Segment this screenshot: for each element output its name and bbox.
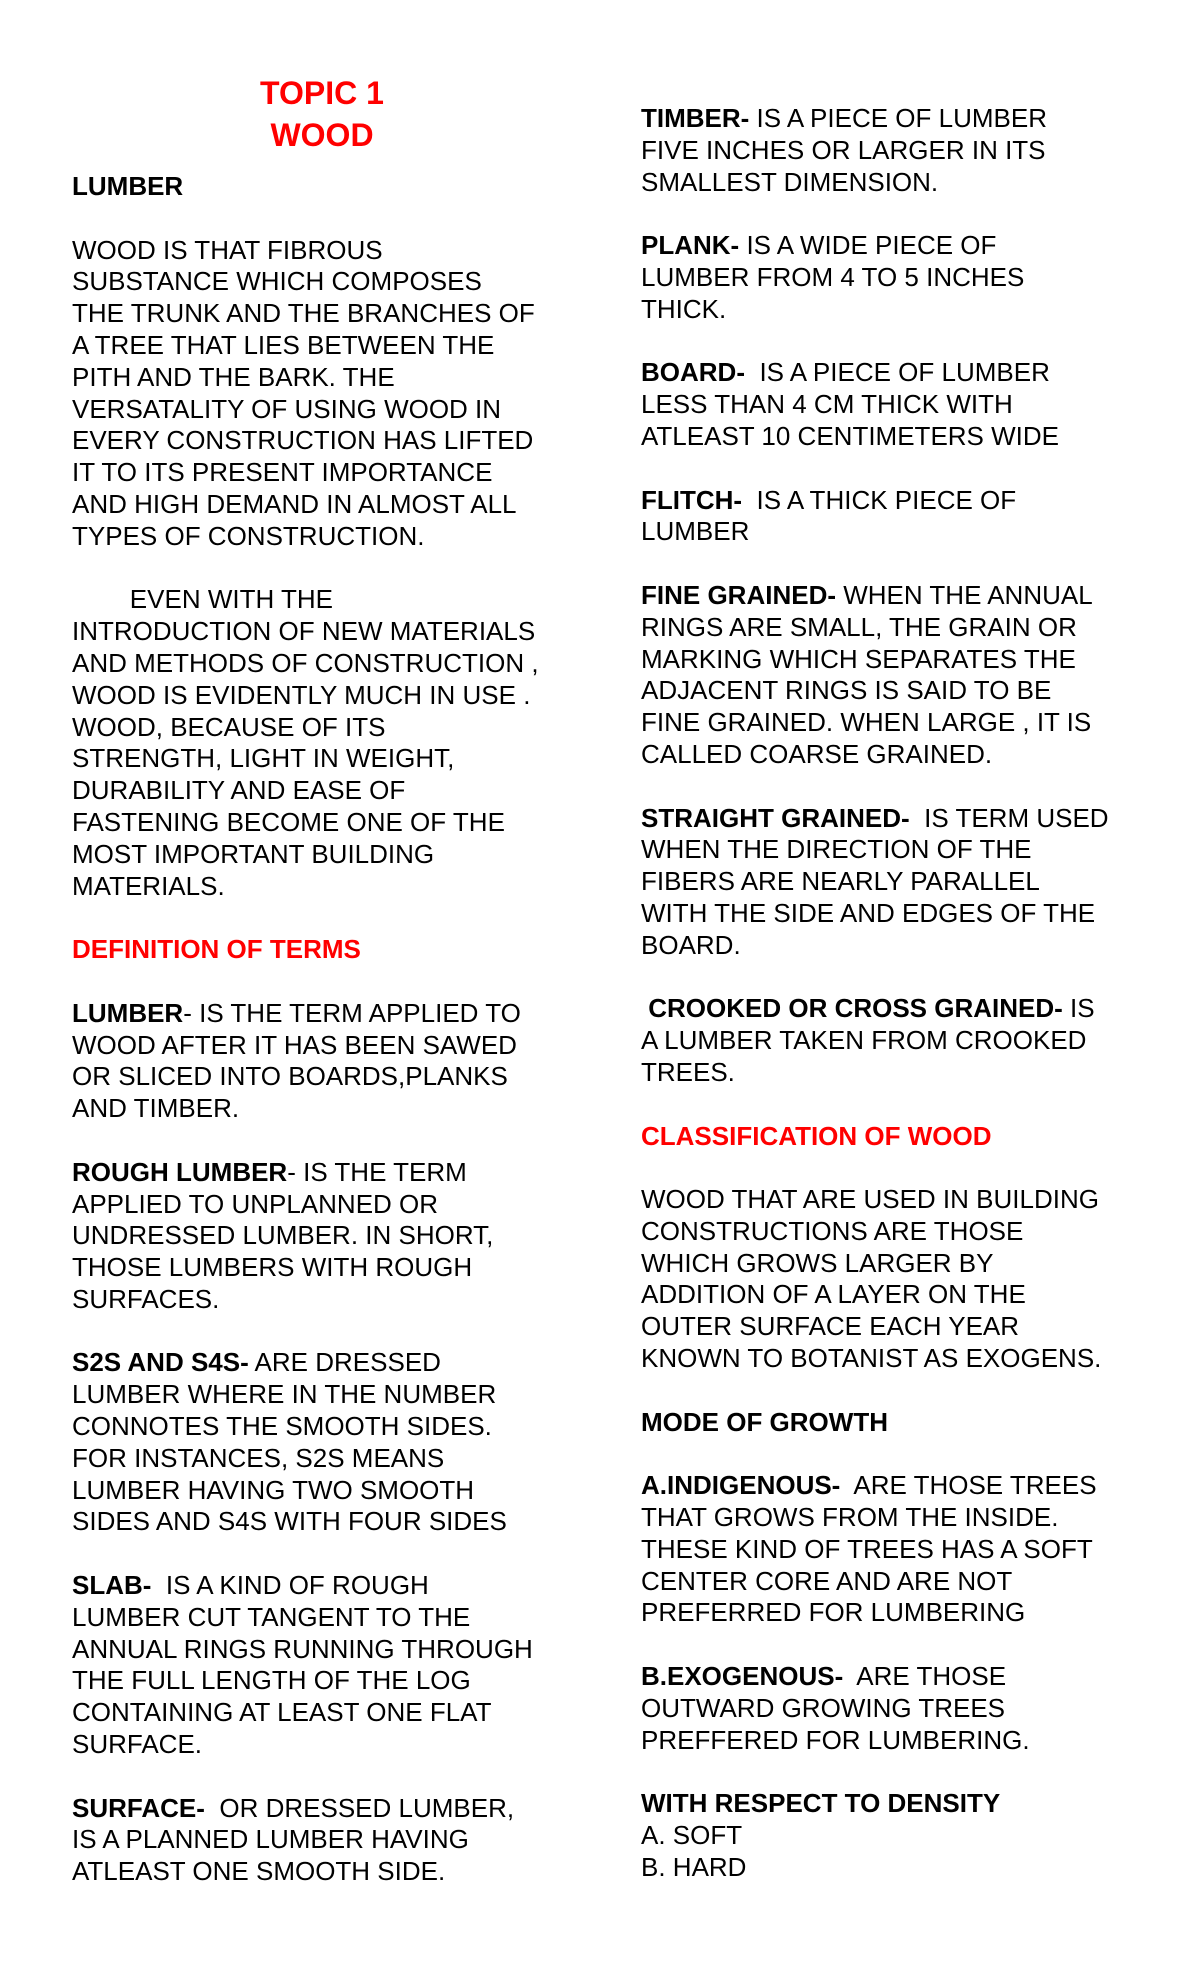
term-definition: IS A KIND OF ROUGH — [151, 1570, 429, 1601]
text-line: TYPES OF CONSTRUCTION. — [72, 520, 425, 551]
text-line: CONNOTES THE SMOOTH SIDES. — [72, 1411, 492, 1442]
term-definition: IS A THICK PIECE OF — [742, 484, 1017, 515]
text-line: CONTAINING AT LEAST ONE FLAT — [72, 1697, 492, 1728]
text-line: IT TO ITS PRESENT IMPORTANCE — [72, 457, 493, 488]
classification-heading: CLASSIFICATION OF WOOD — [641, 1120, 992, 1151]
text-line: VERSATALITY OF USING WOOD IN — [72, 393, 502, 424]
text-line: OUTER SURFACE EACH YEAR — [641, 1311, 1020, 1342]
intro-paragraph-2 — [72, 584, 592, 902]
definition-indigenous — [641, 1470, 1161, 1629]
text-line: LUMBER FROM 4 TO 5 INCHES — [641, 261, 1025, 292]
text-line: SURFACES. — [72, 1283, 220, 1314]
definition-flitch — [641, 485, 1161, 549]
term-definition: ARE THOSE — [843, 1661, 1007, 1692]
definition-slab — [72, 1570, 592, 1761]
text-line: A TREE THAT LIES BETWEEN THE — [72, 329, 495, 360]
text-line: WOOD IS THAT FIBROUS — [72, 234, 383, 265]
text-line: WOOD AFTER IT HAS BEEN SAWED — [72, 1029, 517, 1060]
text-line: THICK. — [641, 293, 727, 324]
text-line: CALLED COARSE GRAINED. — [641, 738, 993, 769]
text-line: SURFACE. — [72, 1729, 203, 1760]
text-line: BOARD. — [641, 929, 741, 960]
text-line: THOSE LUMBERS WITH ROUGH — [72, 1252, 473, 1283]
text-line: AND TIMBER. — [72, 1093, 240, 1124]
term-definition: - IS THE TERM — [287, 1156, 467, 1187]
text-line: FOR INSTANCES, S2S MEANS — [72, 1442, 445, 1473]
text-line: PREFERRED FOR LUMBERING — [641, 1597, 1026, 1628]
classification-paragraph — [641, 1184, 1161, 1375]
topic-title-line1: TOPIC 1 — [260, 75, 384, 111]
text-line: IS A PLANNED LUMBER HAVING — [72, 1824, 469, 1855]
mode-of-growth-heading: MODE OF GROWTH — [641, 1406, 888, 1437]
text-line: EVEN WITH THE — [72, 584, 333, 615]
text-line: WOOD THAT ARE USED IN BUILDING — [641, 1184, 1099, 1215]
definition-exogenous — [641, 1661, 1161, 1756]
text-line: LESS THAN 4 CM THICK WITH — [641, 389, 1013, 420]
term-label: A.INDIGENOUS- — [641, 1470, 841, 1501]
term-label: PLANK- — [641, 230, 740, 261]
text-line: OUTWARD GROWING TREES — [641, 1692, 1005, 1723]
term-label: ROUGH LUMBER — [72, 1156, 288, 1187]
definition-straight-grained — [641, 803, 1161, 962]
text-line: THE FULL LENGTH OF THE LOG — [72, 1665, 471, 1696]
definitions-heading: DEFINITION OF TERMS — [72, 934, 361, 965]
text-line: ADDITION OF A LAYER ON THE — [641, 1279, 1026, 1310]
term-label: STRAIGHT GRAINED- — [641, 802, 910, 833]
term-definition: IS A PIECE OF LUMBER — [749, 103, 1047, 133]
definition-fine-grained — [641, 580, 1161, 771]
text-line: LUMBER — [641, 516, 750, 547]
text-line: ADJACENT RINGS IS SAID TO BE — [641, 675, 1052, 706]
text-line: WHEN THE DIRECTION OF THE — [641, 834, 1032, 865]
definition-timber — [641, 103, 1161, 198]
term-label: LUMBER — [72, 997, 184, 1028]
text-line: LUMBER WHERE IN THE NUMBER — [72, 1379, 497, 1410]
text-line: THESE KIND OF TREES HAS A SOFT — [641, 1533, 1093, 1564]
text-line: INTRODUCTION OF NEW MATERIALS — [72, 616, 536, 647]
definition-rough-lumber — [72, 1157, 592, 1316]
term-definition: IS A WIDE PIECE OF — [739, 230, 997, 261]
text-line: WOOD IS EVIDENTLY MUCH IN USE . — [72, 679, 531, 710]
text-line: APPLIED TO UNPLANNED OR — [72, 1188, 439, 1219]
text-line: UNDRESSED LUMBER. IN SHORT, — [72, 1220, 494, 1251]
term-label: B.EXOGENOUS- — [641, 1661, 844, 1692]
text-line: SIDES AND S4S WITH FOUR SIDES — [72, 1506, 507, 1537]
text-line: WOOD, BECAUSE OF ITS — [72, 711, 386, 742]
text-line: THE TRUNK AND THE BRANCHES OF — [72, 298, 535, 329]
text-line: LUMBER HAVING TWO SMOOTH — [72, 1474, 475, 1505]
text-line: STRENGTH, LIGHT IN WEIGHT, — [72, 743, 455, 774]
intro-paragraph-1 — [72, 235, 592, 553]
text-line: CENTER CORE AND ARE NOT — [641, 1565, 1013, 1596]
right-column — [641, 0, 1161, 1884]
text-line: SUBSTANCE WHICH COMPOSES — [72, 266, 482, 297]
definition-s2s-s4s — [72, 1347, 592, 1538]
definition-board — [641, 357, 1161, 452]
definition-surface — [72, 1793, 592, 1888]
text-line: KNOWN TO BOTANIST AS EXOGENS. — [641, 1343, 1102, 1374]
term-label: TIMBER- — [641, 103, 750, 133]
term-label: S2S AND S4S- — [72, 1347, 249, 1378]
text-line: LUMBER CUT TANGENT TO THE — [72, 1601, 471, 1632]
lumber-heading: LUMBER — [72, 171, 184, 201]
text-line: MATERIALS. — [72, 870, 225, 901]
term-label: FLITCH- — [641, 484, 743, 515]
left-column — [72, 0, 592, 1888]
text-line: A LUMBER TAKEN FROM CROOKED — [641, 1025, 1087, 1056]
term-definition: ARE DRESSED — [248, 1347, 441, 1378]
term-label: CROOKED OR CROSS GRAINED- — [641, 993, 1063, 1024]
text-line: FINE GRAINED. WHEN LARGE , IT IS — [641, 707, 1092, 738]
term-label: BOARD- — [641, 357, 745, 388]
text-line: TREES. — [641, 1056, 735, 1087]
term-definition: IS — [1062, 993, 1095, 1024]
text-line: FASTENING BECOME ONE OF THE — [72, 806, 505, 837]
term-definition: WHEN THE ANNUAL — [836, 579, 1093, 610]
term-definition: IS A PIECE OF LUMBER — [745, 357, 1050, 388]
text-line: FIBERS ARE NEARLY PARALLEL — [641, 866, 1040, 897]
text-line: SMALLEST DIMENSION. — [641, 166, 939, 197]
topic-title-line2: WOOD — [270, 117, 374, 153]
term-definition: IS TERM USED — [909, 802, 1109, 833]
text-line: AND METHODS OF CONSTRUCTION , — [72, 647, 539, 678]
definition-lumber — [72, 998, 592, 1125]
term-definition: - IS THE TERM APPLIED TO — [183, 997, 521, 1028]
term-label: FINE GRAINED- — [641, 579, 836, 610]
text-line: ATLEAST 10 CENTIMETERS WIDE — [641, 420, 1060, 451]
text-line: ANNUAL RINGS RUNNING THROUGH — [72, 1633, 533, 1664]
term-label: SURFACE- — [72, 1792, 205, 1823]
text-line: FIVE INCHES OR LARGER IN ITS — [641, 134, 1046, 165]
text-line: ATLEAST ONE SMOOTH SIDE. — [72, 1856, 446, 1887]
text-line: OR SLICED INTO BOARDS,PLANKS — [72, 1061, 508, 1092]
text-line: PITH AND THE BARK. THE — [72, 361, 395, 392]
text-line: PREFFERED FOR LUMBERING. — [641, 1724, 1030, 1755]
text-line: CONSTRUCTIONS ARE THOSE — [641, 1215, 1024, 1246]
text-line: WITH THE SIDE AND EDGES OF THE — [641, 897, 1096, 928]
text-line: RINGS ARE SMALL, THE GRAIN OR — [641, 611, 1077, 642]
text-line: MARKING WHICH SEPARATES THE — [641, 643, 1076, 674]
term-definition: ARE THOSE TREES — [840, 1470, 1097, 1501]
density-item: B. HARD — [641, 1851, 747, 1882]
text-line: DURABILITY AND EASE OF — [72, 775, 406, 806]
text-line: EVERY CONSTRUCTION HAS LIFTED — [72, 425, 534, 456]
density-item: A. SOFT — [641, 1820, 743, 1851]
text-line: THAT GROWS FROM THE INSIDE. — [641, 1502, 1059, 1533]
text-line: AND HIGH DEMAND IN ALMOST ALL — [72, 488, 517, 519]
term-definition: OR DRESSED LUMBER, — [204, 1792, 515, 1823]
definition-crooked-grained — [641, 993, 1161, 1088]
text-line: WHICH GROWS LARGER BY — [641, 1247, 994, 1278]
density-heading: WITH RESPECT TO DENSITY — [641, 1788, 1001, 1819]
text-line: MOST IMPORTANT BUILDING — [72, 838, 435, 869]
definition-plank — [641, 230, 1161, 325]
term-label: SLAB- — [72, 1570, 152, 1601]
